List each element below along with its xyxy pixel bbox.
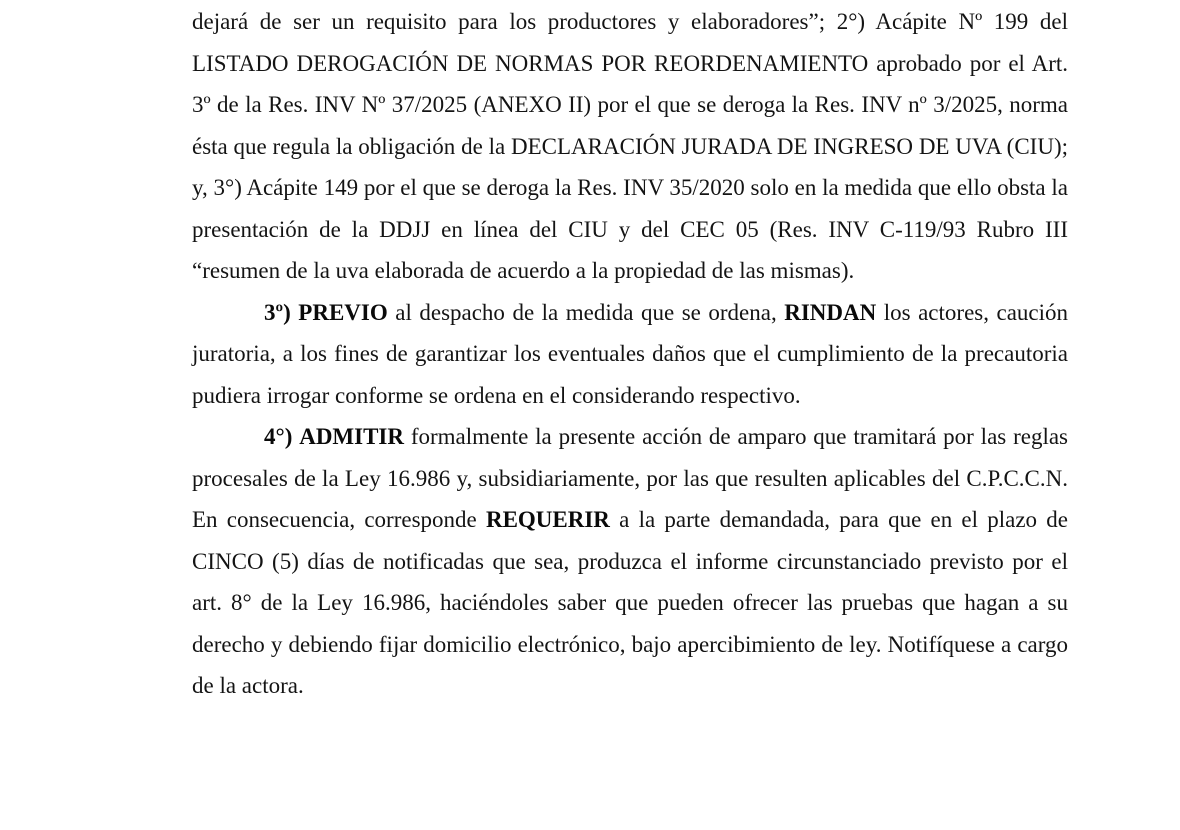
- paragraph-item-4: [192, 416, 1068, 707]
- item-3-number: 3º): [264, 299, 291, 325]
- item-3-text-1: al despacho de la medida que se ordena,: [387, 299, 785, 325]
- item-3-text-2: los actores, caución juratoria, a los fines de garantizar los eventuales daños que el cumplimiento de la precautoria pudiera irrogar conforme se ordena en el considerando respectivo.: [192, 299, 1069, 408]
- item-4-keyword-admitir: ADMITIR: [299, 424, 404, 449]
- item-4-keyword-requerir: REQUERIR: [485, 507, 610, 532]
- document-body: [192, 1, 1068, 707]
- paragraph-continuation-text: dejará de ser un requisito para los productores y elaboradores”; 2°) Acápite Nº 199 del LISTADO DEROGACIÓN DE NORMAS POR REORDENAMIENTO aprobado por el Art. 3º de la Res. INV Nº 37/2025 (ANEXO II) por el que se deroga la Res. INV nº 3/2025, norma ésta que regula la obligación de la DECLARACIÓN JURADA DE INGRESO DE UVA (CIU); y, 3°) Acápite 149 por el que se deroga la Res. INV 35/2020 solo en la medida que ello obsta la presentación de la DDJJ en línea del CIU y del CEC 05 (Res. INV C-119/93 Rubro III “resumen de la uva elaborada de acuerdo a la propiedad de las mismas).: [192, 9, 1068, 283]
- item-4-text-2: a la parte demandada, para que en el plazo de CINCO (5) días de notificadas que sea, produzca el informe circunstanciado previsto por el art. 8° de la Ley 16.986, haciéndoles saber que pueden ofrecer las pruebas que hagan a su derecho y debiendo fijar domicilio electrónico, bajo apercibimiento de ley. Notifíquese a cargo de la actora.: [192, 507, 1068, 698]
- item-3-keyword-previo: PREVIO: [298, 299, 388, 325]
- paragraph-continuation: [192, 1, 1068, 292]
- item-4-number: 4°): [264, 424, 293, 449]
- item-3-keyword-rindan: RINDAN: [784, 299, 877, 325]
- paragraph-item-3: [192, 292, 1068, 417]
- item-4-text-1: formalmente la presente acción de amparo que tramitará por las reglas procesales de la Ley 16.986 y, subsidiariamente, por las que resulten aplicables del C.P.C.C.N. En consecuencia, corresponde: [192, 424, 1068, 532]
